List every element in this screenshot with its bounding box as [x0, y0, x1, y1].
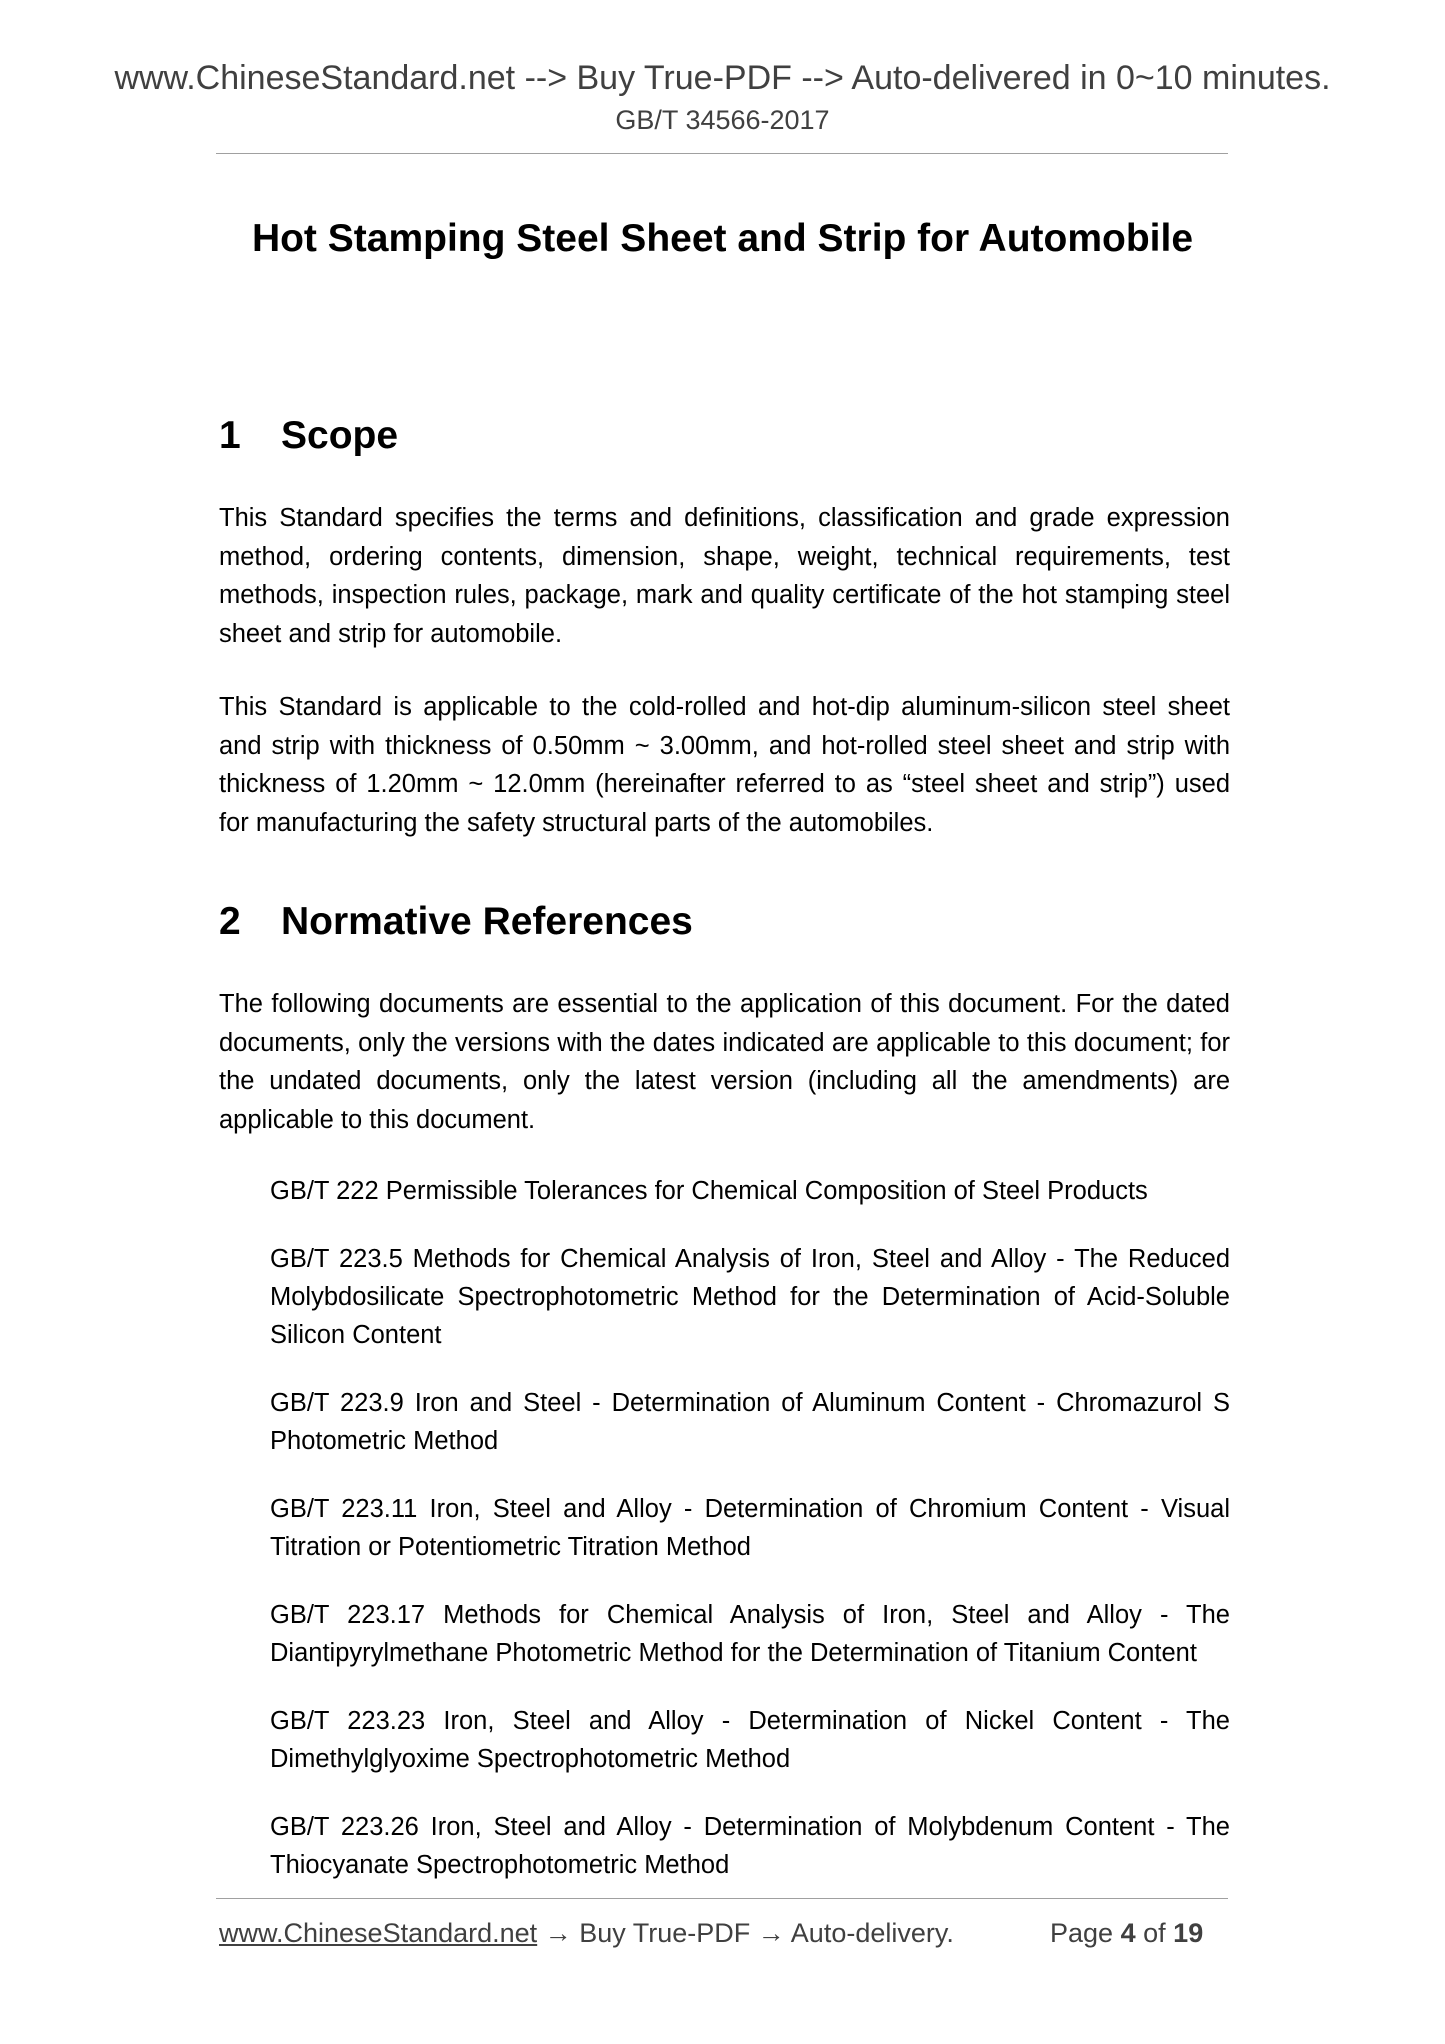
footer-links	[219, 1916, 954, 1950]
section-title: Normative References	[281, 900, 693, 943]
scope-paragraph-1: This Standard specifies the terms and definitions, classification and grade expression method, ordering contents, dimension, shape, weight, technical requirements, test methods, inspection rules, package, mark and quality certificate of the hot stamping steel sheet and strip for automobile.	[219, 504, 1230, 648]
header-standard-number: GB/T 34566-2017	[615, 105, 830, 135]
page-indicator	[1050, 1916, 1203, 1950]
references-intro-paragraph: The following documents are essential to the application of this document. For the dated documents, only the versions with the dates indicated are applicable to this document; for the undated documents, only the latest version (including all the amendments) are applicable to this document.	[219, 990, 1230, 1134]
footer-buy-text: Buy True-PDF	[579, 1918, 751, 1948]
section-number: 2	[219, 900, 241, 943]
reference-item: GB/T 223.17 Methods for Chemical Analysis of Iron, Steel and Alloy - The Diantipyrylmethane Photometric Method for the Determination of Titanium Content	[270, 1601, 1230, 1667]
footer-divider	[216, 1898, 1228, 1899]
reference-item: GB/T 223.5 Methods for Chemical Analysis of Iron, Steel and Alloy - The Reduced Molybdosilicate Spectrophotometric Method for the Determination of Acid-Soluble Silicon Content	[270, 1245, 1230, 1349]
header-divider	[216, 153, 1228, 154]
reference-item: GB/T 223.11 Iron, Steel and Alloy - Determination of Chromium Content - Visual Titration or Potentiometric Titration Method	[270, 1495, 1230, 1561]
of-label: of	[1143, 1918, 1166, 1948]
page-number: 4	[1120, 1918, 1136, 1948]
total-pages: 19	[1173, 1918, 1204, 1948]
section-heading-normative-references	[219, 898, 693, 946]
reference-item: GB/T 223.9 Iron and Steel - Determination of Aluminum Content - Chromazurol S Photometric Method	[270, 1389, 1230, 1455]
header-promo-text: www.ChineseStandard.net --> Buy True-PDF --> Auto-delivered in 0~10 minutes.	[114, 59, 1331, 97]
page-label: Page	[1050, 1918, 1114, 1948]
document-title: Hot Stamping Steel Sheet and Strip for Automobile	[251, 217, 1194, 260]
reference-item: GB/T 222 Permissible Tolerances for Chemical Composition of Steel Products	[270, 1177, 1148, 1205]
section-heading-scope	[219, 412, 398, 460]
reference-item: GB/T 223.23 Iron, Steel and Alloy - Determination of Nickel Content - The Dimethylglyoxime Spectrophotometric Method	[270, 1707, 1230, 1773]
footer-delivery-text: Auto-delivery.	[790, 1918, 954, 1948]
footer-site-link[interactable]: www.ChineseStandard.net	[219, 1918, 538, 1948]
scope-paragraph-2: This Standard is applicable to the cold-rolled and hot-dip aluminum-silicon steel sheet and strip with thickness of 0.50mm ~ 3.00mm, and hot-rolled steel sheet and strip with thickness of 1.20mm ~ 12.0mm (hereinafter referred to as “steel sheet and strip”) used for manufacturing the safety structural parts of the automobiles.	[219, 693, 1230, 837]
reference-item: GB/T 223.26 Iron, Steel and Alloy - Determination of Molybdenum Content - The Thiocyanate Spectrophotometric Method	[270, 1813, 1230, 1879]
arrow-right-icon: →	[544, 1918, 572, 1948]
arrow-right-icon: →	[757, 1918, 785, 1948]
section-title: Scope	[281, 414, 399, 457]
section-number: 1	[219, 414, 241, 457]
